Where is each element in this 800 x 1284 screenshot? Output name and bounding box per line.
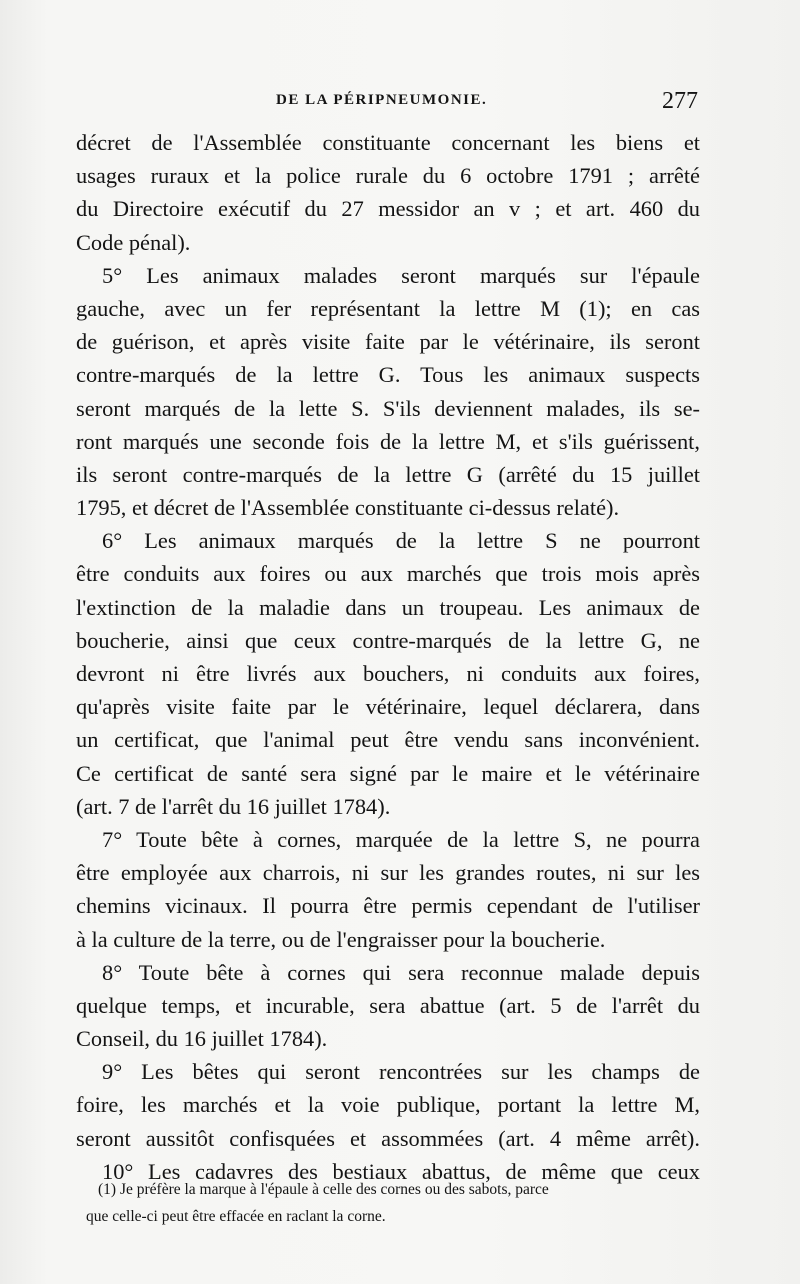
text-line: quelque temps, et incurable, sera abattue (art. 5 de l'arrêt du [76,992,700,1018]
text-line: ils seront contre-marqués de la lettre G (arrêté du 15 juillet [76,461,700,487]
text-line: devront ni être livrés aux bouchers, ni conduits aux foires, [76,661,700,686]
page-number: 277 [662,88,698,114]
text-line: 5° Les animaux malades seront marqués sur l'épaule [102,262,700,288]
text-line: 9° Les bêtes qui seront rencontrées sur les champs de [102,1059,700,1085]
text-line: foire, les marchés et la voie publique, portant la lettre M, [76,1092,700,1118]
text-line: contre-marqués de la lettre G. Tous les animaux suspects [76,362,700,388]
running-head [76,88,700,118]
text-line: 10° Les cadavres des bestiaux abattus, de même que ceux [102,1158,700,1184]
text-line: Conseil, du 16 juillet 1784). [76,1026,328,1052]
text-line: qu'après visite faite par le vétérinaire, lequel déclarera, dans [76,694,700,720]
text-line: du Directoire exécutif du 27 messidor an v ; et art. 460 du [76,196,700,222]
text-line: boucherie, ainsi que ceux contre-marqués de la lettre G, ne [76,627,700,653]
text-line: être employée aux charrois, ni sur les grandes routes, ni sur les [76,860,700,886]
text-line: Ce certificat de santé sera signé par le maire et le vétérinaire [76,760,700,786]
footnotes [86,1176,706,1230]
text-line: (art. 7 de l'arrêt du 16 juillet 1784). [76,793,391,819]
running-head-title: DE LA PÉRIPNEUMONIE. [276,92,488,108]
text-line: ront marqués une seconde fois de la lettre M, et s'ils guérissent, [76,428,700,454]
text-line: seront marqués de la lette S. S'ils deviennent malades, ils se- [76,395,700,421]
footnote-line: que celle-ci peut être effacée en raclant la corne. [86,1208,386,1225]
text-line: à la culture de la terre, ou de l'engraisser pour la boucherie. [76,926,606,952]
text-line: 6° Les animaux marqués de la lettre S ne pourront [102,528,700,554]
text-line: décret de l'Assemblée constituante concernant les biens et [76,130,700,155]
text-line: gauche, avec un fer représentant la lettre M (1); en cas [76,295,700,321]
text-line: usages ruraux et la police rurale du 6 octobre 1791 ; arrêté [76,163,700,189]
body-text [76,126,700,1188]
text-line: 1795, et décret de l'Assemblée constituante ci-dessus relaté). [76,495,620,521]
text-line: seront aussitôt confisquées et assommées (art. 4 même arrêt). [76,1125,700,1151]
text-line: de guérison, et après visite faite par le vétérinaire, ils seront [76,329,700,355]
text-line: 8° Toute bête à cornes qui sera reconnue malade depuis [102,959,700,985]
footnote-line: (1) Je préfère la marque à l'épaule à celle des cornes ou des sabots, parce [98,1181,549,1198]
text-line: Code pénal). [76,229,191,255]
text-line: 7° Toute bête à cornes, marquée de la lettre S, ne pourra [102,826,700,852]
text-line: un certificat, que l'animal peut être vendu sans inconvénient. [76,727,700,753]
text-line: l'extinction de la maladie dans un troupeau. Les animaux de [76,594,700,620]
text-line: chemins vicinaux. Il pourra être permis cependant de l'utiliser [76,893,700,919]
text-line: être conduits aux foires ou aux marchés que trois mois après [76,561,700,587]
